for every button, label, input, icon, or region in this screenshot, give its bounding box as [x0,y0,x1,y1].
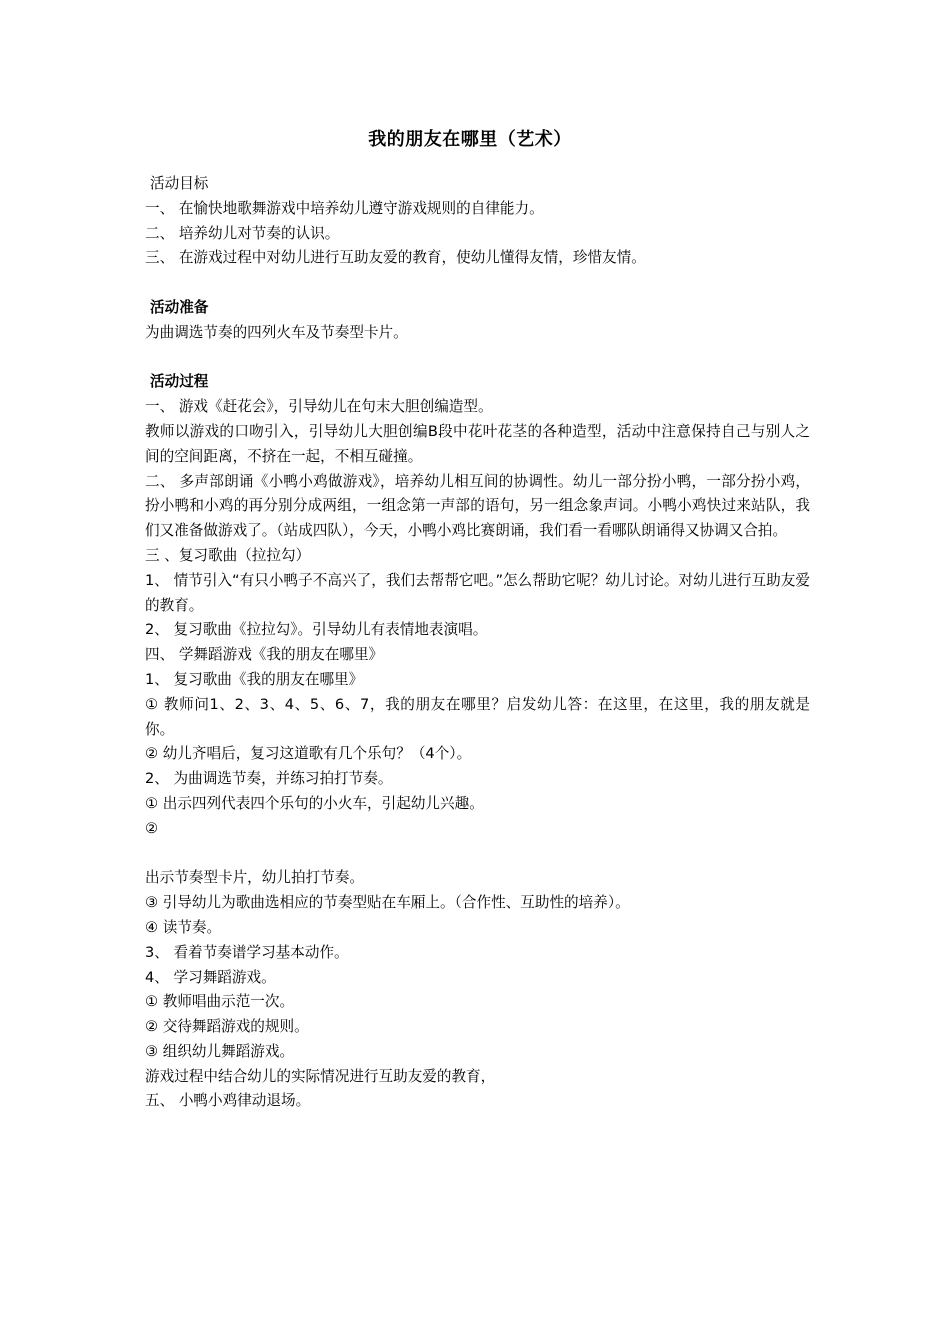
process-paragraph: 1、 情节引入“有只小鸭子不高兴了，我们去帮帮它吧。”怎么帮助它呢？幼儿讨论。对幼儿进行互助友爱的教育。 [145,571,810,614]
goals-heading: 活动目标 [150,175,209,192]
process-paragraph: 三 、复习歌曲（拉拉勾） [145,546,311,564]
spacer [145,842,810,867]
process-paragraph: 2、 复习歌曲《拉拉勾》。引导幼儿有表情地表演唱。 [145,621,488,639]
prep-text: 为曲调选节奏的四列火车及节奏型卡片。 [145,323,408,341]
prep-heading: 活动准备 [150,298,209,316]
goal-item-2: 二、 培养幼儿对节奏的认识。 [145,224,340,242]
process-paragraph: 游戏过程中结合幼儿的实际情况进行互助友爱的教育， [145,1067,496,1085]
process-paragraph: 四、 学舞蹈游戏《我的朋友在哪里》 [145,646,384,664]
document-title: 我的朋友在哪里（艺术） [368,129,572,150]
process-paragraph: ① 出示四列代表四个乐句的小火车，引起幼儿兴趣。 [145,794,484,812]
process-paragraph: 五、 小鸭小鸡律动退场。 [145,1092,311,1110]
process-paragraph: 教师以游戏的口吻引入，引导幼儿大胆创编B段中花叶花茎的各种造型，活动中注意保持自己与别人之间的空间距离，不挤在一起，不相互碰撞。 [145,422,810,465]
document-body [145,172,810,1114]
spacer [145,346,810,371]
process-paragraph: 二、 多声部朗诵《小鸭小鸡做游戏》，培养幼儿相互间的协调性。幼儿一部分扮小鸭，一部分扮小鸡，扮小鸭和小鸡的再分别分成两组，一组念第一声部的语句，另一组念象声词。小鸭小鸡快过来站队，我们又准备做游戏了。（站成四队），今天，小鸭小鸡比赛朗诵，我们看一看哪队朗诵得又协调又合拍。 [145,472,810,540]
process-paragraph: 一、 游戏《赶花会》，引导幼儿在句末大胆创编造型。 [145,398,493,416]
process-heading: 活动过程 [150,373,209,391]
process-paragraph: 出示节奏型卡片，幼儿拍打节奏。 [145,869,364,887]
process-paragraph: 3、 看着节奏谱学习基本动作。 [145,943,349,961]
spacer [145,271,810,296]
process-paragraph: ③ 组织幼儿舞蹈游戏。 [145,1042,295,1060]
goal-item-1: 一、 在愉快地歌舞游戏中培养幼儿遵守游戏规则的自律能力。 [145,199,544,217]
goal-item-3: 三、 在游戏过程中对幼儿进行互助友爱的教育，使幼儿懂得友情，珍惜友情。 [145,249,646,267]
process-paragraph: ② [145,819,159,837]
process-paragraph: ① 教师唱曲示范一次。 [145,993,295,1011]
process-paragraph: ② 交待舞蹈游戏的规则。 [145,1018,309,1036]
process-paragraph: 4、 学习舞蹈游戏。 [145,968,276,986]
process-paragraph: ② 幼儿齐唱后，复习这道歌有几个乐句？（4个）。 [145,745,472,763]
process-paragraph: ④ 读节奏。 [145,918,222,936]
process-paragraph: 1、 复习歌曲《我的朋友在哪里》 [145,670,364,688]
process-paragraph: ① 教师问1、2、3、4、5、6、7，我的朋友在哪里？启发幼儿答：在这里，在这里，我的朋友就是你。 [145,695,810,738]
process-paragraph: 2、 为曲调选节奏，并练习拍打节奏。 [145,770,393,788]
process-paragraph: ③ 引导幼儿为歌曲选相应的节奏型贴在车厢上。（合作性、互助性的培养）。 [145,894,630,912]
